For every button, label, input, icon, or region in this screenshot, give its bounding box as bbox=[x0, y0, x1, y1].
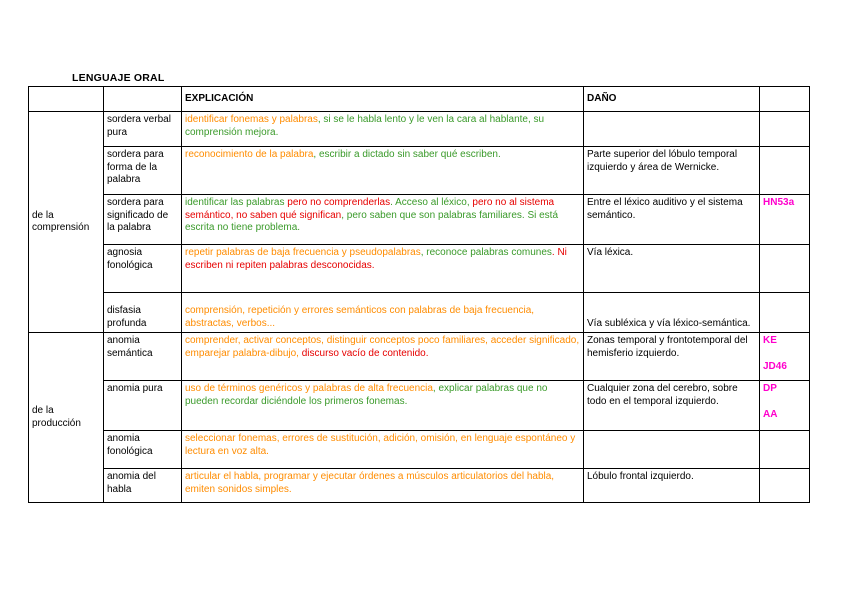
row-name: disfasia profunda bbox=[104, 293, 182, 333]
row-codes bbox=[760, 293, 810, 333]
header-empty-3 bbox=[760, 87, 810, 112]
row-name: agnosia fonológica bbox=[104, 245, 182, 293]
row-name: anomia fonológica bbox=[104, 431, 182, 469]
row-codes bbox=[760, 333, 810, 381]
row-name: sordera para significado de la palabra bbox=[104, 195, 182, 245]
explanation-segment: identificar las palabras bbox=[185, 197, 288, 208]
explanation-segment: , pero saben que son palabras familiares. Si está escrita no tiene problema. bbox=[185, 209, 559, 233]
table-row bbox=[29, 431, 810, 469]
explanation-segment: identificar fonemas y palabras bbox=[185, 114, 318, 125]
row-codes bbox=[760, 245, 810, 293]
explanation-segment: pero no al sistema semántico, no saben qué significan bbox=[185, 197, 555, 221]
explanation-segment: articular el habla, programar y ejecutar órdenes a músculos articulatorios del habla, emiten sonidos simples. bbox=[185, 471, 555, 495]
reference-code: AA bbox=[763, 408, 778, 420]
row-damage: Cualquier zona del cerebro, sobre todo en el temporal izquierdo. bbox=[584, 381, 760, 431]
explanation-segment: uso de términos genéricos y palabras de alta frecuencia bbox=[185, 383, 433, 394]
explanation-segment: , si se le habla lento y le ven la cara al hablante, su comprensión mejora. bbox=[185, 114, 545, 138]
table-row bbox=[29, 469, 810, 503]
table-row bbox=[29, 195, 810, 245]
row-damage: Entre el léxico auditivo y el sistema semántico. bbox=[584, 195, 760, 245]
aphasia-table bbox=[28, 86, 810, 503]
table-row bbox=[29, 112, 810, 147]
group-produccion: de la producción bbox=[29, 333, 104, 503]
row-codes bbox=[760, 431, 810, 469]
row-name: anomia del habla bbox=[104, 469, 182, 503]
explanation-segment: discurso vacío de contenido. bbox=[301, 347, 429, 359]
header-empty-2 bbox=[104, 87, 182, 112]
explanation-segment: comprender, activar conceptos, distinguir conceptos poco familiares, acceder significado, emparejar palabra-dibujo, bbox=[185, 335, 580, 359]
explanation-segment: . Ni escriben ni repiten palabras desconocidas. bbox=[185, 247, 567, 271]
header-row bbox=[29, 87, 810, 112]
group-comprension: de la comprensión bbox=[29, 112, 104, 333]
table-row bbox=[29, 245, 810, 293]
row-codes bbox=[760, 381, 810, 431]
table-row bbox=[29, 381, 810, 431]
reference-code: JD46 bbox=[763, 360, 787, 372]
row-explanation bbox=[182, 245, 584, 293]
row-damage bbox=[584, 112, 760, 147]
row-damage: Lóbulo frontal izquierdo. bbox=[584, 469, 760, 503]
row-name: sordera verbal pura bbox=[104, 112, 182, 147]
row-explanation bbox=[182, 381, 584, 431]
reference-code: DP bbox=[763, 383, 777, 394]
row-damage: Vía subléxica y vía léxico-semántica. bbox=[584, 293, 760, 333]
row-explanation bbox=[182, 147, 584, 195]
row-damage: Vía léxica. bbox=[584, 245, 760, 293]
table-row bbox=[29, 333, 810, 381]
reference-code: HN53a bbox=[763, 197, 795, 208]
row-explanation bbox=[182, 112, 584, 147]
row-codes bbox=[760, 112, 810, 147]
explanation-segment: seleccionar fonemas, errores de sustitución, adición, omisión, en lenguaje espontáneo y lectura en voz alta. bbox=[185, 433, 576, 457]
row-damage bbox=[584, 431, 760, 469]
table-row bbox=[29, 293, 810, 333]
explanation-segment: reconocimiento de la palabra bbox=[185, 149, 314, 160]
row-name: anomia semántica bbox=[104, 333, 182, 381]
document-title: LENGUAJE ORAL bbox=[72, 72, 165, 84]
row-damage: Parte superior del lóbulo temporal izquierdo y área de Wernicke. bbox=[584, 147, 760, 195]
row-codes bbox=[760, 147, 810, 195]
row-codes bbox=[760, 469, 810, 503]
header-explicacion: EXPLICACIÓN bbox=[182, 87, 584, 112]
explanation-segment: comprensión, repetición y errores semánticos con palabras de baja frecuencia, abstractas, verbos... bbox=[185, 305, 535, 329]
explanation-segment: , escribir a dictado sin saber qué escriben. bbox=[313, 149, 501, 160]
header-empty-1 bbox=[29, 87, 104, 112]
row-explanation bbox=[182, 431, 584, 469]
explanation-segment: , reconoce palabras comunes bbox=[420, 247, 552, 258]
explanation-segment: repetir palabras de baja frecuencia y pseudopalabras bbox=[185, 247, 421, 258]
row-name: sordera para forma de la palabra bbox=[104, 147, 182, 195]
row-codes bbox=[760, 195, 810, 245]
explanation-segment: , explicar palabras que no pueden recordar diciéndole los primeros fonemas. bbox=[185, 383, 548, 407]
explanation-segment: pero no comprenderlas bbox=[287, 197, 391, 208]
row-damage: Zonas temporal y frontotemporal del hemisferio izquierdo. bbox=[584, 333, 760, 381]
header-dano: DAÑO bbox=[584, 87, 760, 112]
reference-code: KE bbox=[763, 335, 777, 346]
row-name: anomia pura bbox=[104, 381, 182, 431]
row-explanation bbox=[182, 195, 584, 245]
row-explanation bbox=[182, 293, 584, 333]
row-explanation bbox=[182, 333, 584, 381]
explanation-segment: . Acceso al léxico, bbox=[390, 197, 473, 208]
table-row bbox=[29, 147, 810, 195]
row-explanation bbox=[182, 469, 584, 503]
